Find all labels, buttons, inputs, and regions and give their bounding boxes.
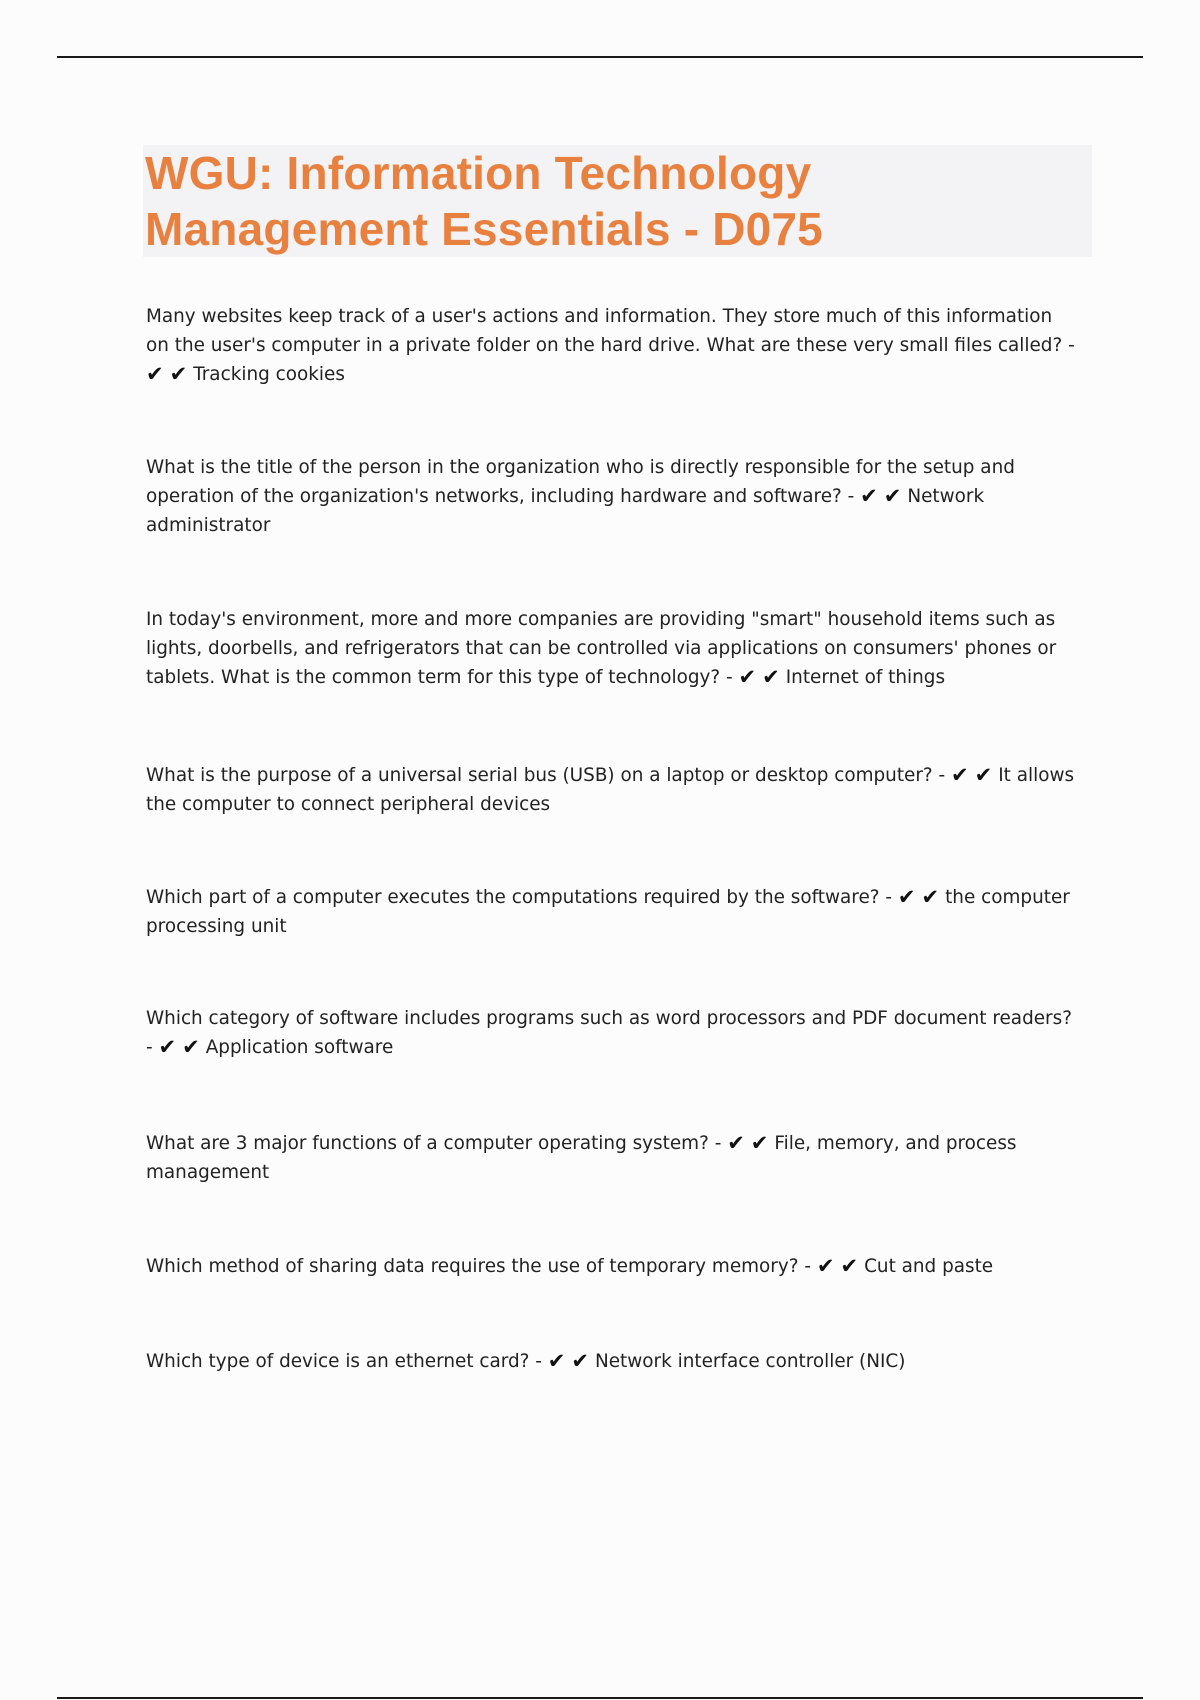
question-separator: - (798, 1256, 817, 1277)
check-icon: ✔ (974, 763, 993, 787)
question-text: In today's environment, more and more companies are providing "smart" household items such as lights, doorbells, and refrigerators that can be controlled via applications on consumers' phones or tablets. What is the common term for this type of technology? (146, 609, 1057, 688)
question-text: Which method of sharing data requires the use of temporary memory? (146, 1256, 799, 1277)
question-separator: - (879, 887, 898, 908)
answer-text: File, memory, and process management (146, 1133, 1017, 1183)
check-icon: ✔ (158, 1035, 177, 1059)
answer-text: Network interface controller (NIC) (594, 1351, 906, 1372)
qa-item (146, 1347, 1076, 1376)
answer-text: Application software (205, 1037, 394, 1058)
qa-item (146, 1252, 1076, 1281)
check-icon: ✔ (182, 1035, 200, 1059)
qa-item (146, 1004, 1076, 1062)
document-title: WGU: Information Technology Management Essentials - D075 (145, 147, 823, 255)
qa-item (146, 883, 1076, 941)
check-icon: ✔ (762, 665, 780, 689)
answer-text: Internet of things (785, 667, 946, 688)
question-text: Which type of device is an ethernet card? (146, 1351, 530, 1372)
check-icon: ✔ (571, 1349, 589, 1373)
page-top-rule (57, 56, 1143, 58)
question-separator: - (932, 765, 952, 786)
question-separator: - (720, 667, 739, 688)
qa-item (146, 302, 1076, 389)
question-text: Which category of software includes programs such as word processors and PDF document readers? (146, 1008, 1072, 1029)
check-icon: ✔ (840, 1254, 859, 1278)
question-text: What are 3 major functions of a computer operating system? (146, 1133, 709, 1154)
check-icon: ✔ (169, 362, 188, 386)
qa-item (146, 605, 1076, 692)
check-icon: ✔ (750, 1131, 769, 1155)
check-icon: ✔ (146, 362, 164, 386)
question-separator: - (146, 1037, 159, 1058)
answer-text: Cut and paste (864, 1256, 994, 1277)
question-separator: - (841, 486, 861, 507)
qa-item (146, 453, 1076, 540)
question-text: Many websites keep track of a user's actions and information. They store much of this information on the user's computer in a private folder on the hard drive. What are these very small files called? (146, 306, 1063, 356)
check-icon: ✔ (951, 763, 969, 787)
question-separator: - (529, 1351, 548, 1372)
check-icon: ✔ (816, 1254, 835, 1278)
check-icon: ✔ (883, 484, 902, 508)
check-icon: ✔ (921, 885, 940, 909)
question-separator: - (1062, 335, 1075, 356)
answer-text: the computer processing unit (146, 887, 1070, 937)
answer-text: Tracking cookies (193, 364, 345, 385)
check-icon: ✔ (897, 885, 916, 909)
page-bottom-rule (57, 1697, 1143, 1699)
qa-item (146, 761, 1076, 819)
question-separator: - (708, 1133, 728, 1154)
check-icon: ✔ (738, 665, 757, 689)
answer-text: Network administrator (146, 486, 985, 536)
qa-item (146, 1129, 1076, 1187)
question-text: Which part of a computer executes the computations required by the software? (146, 887, 880, 908)
answer-text: It allows the computer to connect peripheral devices (146, 765, 1075, 815)
question-text: What is the purpose of a universal serial bus (USB) on a laptop or desktop computer? (146, 765, 933, 786)
check-icon: ✔ (547, 1349, 566, 1373)
question-text: What is the title of the person in the organization who is directly responsible for the setup and operation of the organization's networks, including hardware and software? (146, 457, 1015, 507)
check-icon: ✔ (860, 484, 878, 508)
check-icon: ✔ (727, 1131, 745, 1155)
